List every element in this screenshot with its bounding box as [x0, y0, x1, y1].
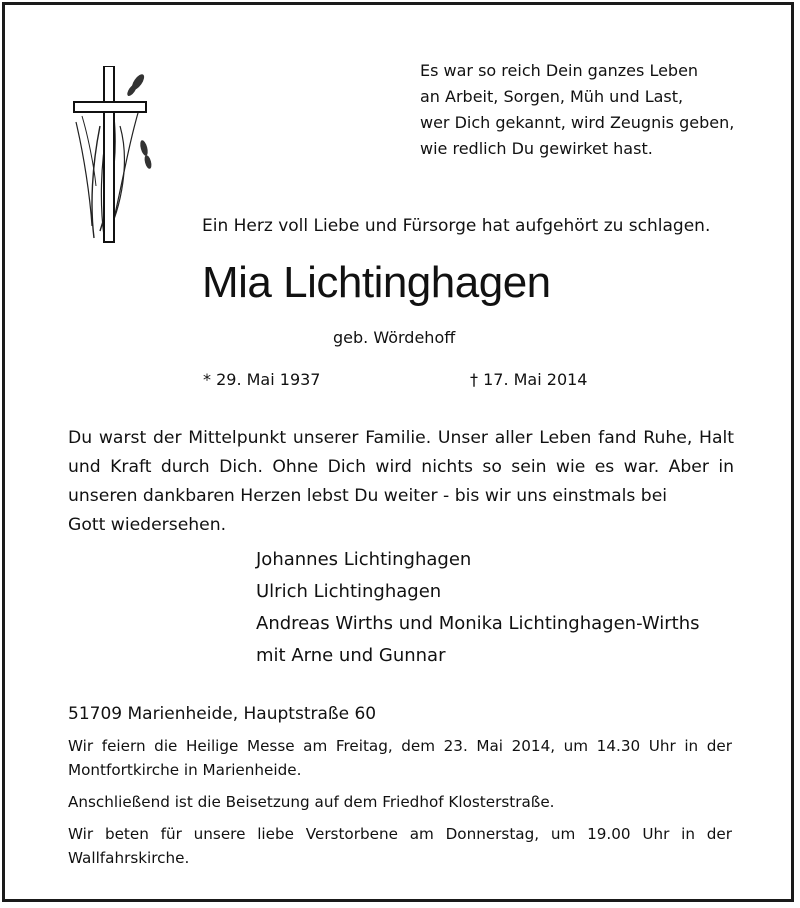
tribute-text: Du warst der Mittelpunkt unserer Familie. Unser aller Leben fand Ruhe, Halt und Kraft durch Dich. Ohne Dich wird nichts so sein wie es war. Aber in unseren dankbaren Herzen lebst Du weiter - bis wir uns einstmals bei [68, 428, 734, 506]
poem [420, 58, 734, 162]
birth-name: geb. Wördehoff [333, 328, 456, 347]
poem-line: Es war so reich Dein ganzes Leben [420, 61, 699, 80]
poem-line: wer Dich gekannt, wird Zeugnis geben, [420, 113, 735, 132]
poem-line: wie redlich Du gewirket hast. [420, 139, 653, 158]
mass-info: Wir feiern die Heilige Messe am Freitag, dem 23. Mai 2014, um 14.30 Uhr in der Montfortkirche in Marienheide. [68, 737, 732, 779]
family-address: 51709 Marienheide, Hauptstraße 60 [68, 704, 377, 724]
prayer-info: Wir beten für unsere liebe Verstorbene am Donnerstag, um 19.00 Uhr in der Wallfahrskirche. [68, 825, 732, 867]
intro-line: Ein Herz voll Liebe und Fürsorge hat aufgehört zu schlagen. [202, 216, 711, 236]
mourner: mit Arne und Gunnar [256, 645, 446, 666]
burial-info: Anschließend ist die Beisetzung auf dem Friedhof Klosterstraße. [68, 793, 555, 811]
deceased-name: Mia Lichtinghagen [202, 258, 551, 307]
death-date: † 17. Mai 2014 [470, 370, 588, 389]
tribute-text-last: Gott wiedersehen. [68, 515, 227, 535]
mourner: Johannes Lichtinghagen [256, 549, 472, 570]
mourner: Ulrich Lichtinghagen [256, 581, 442, 602]
mourner: Andreas Wirths und Monika Lichtinghagen-Wirths [256, 613, 700, 634]
mourners-list [256, 544, 700, 672]
cross-with-wheat-icon [70, 66, 160, 244]
birth-date: * 29. Mai 1937 [203, 370, 321, 389]
tribute-paragraph [68, 424, 734, 540]
poem-line: an Arbeit, Sorgen, Müh und Last, [420, 87, 684, 106]
